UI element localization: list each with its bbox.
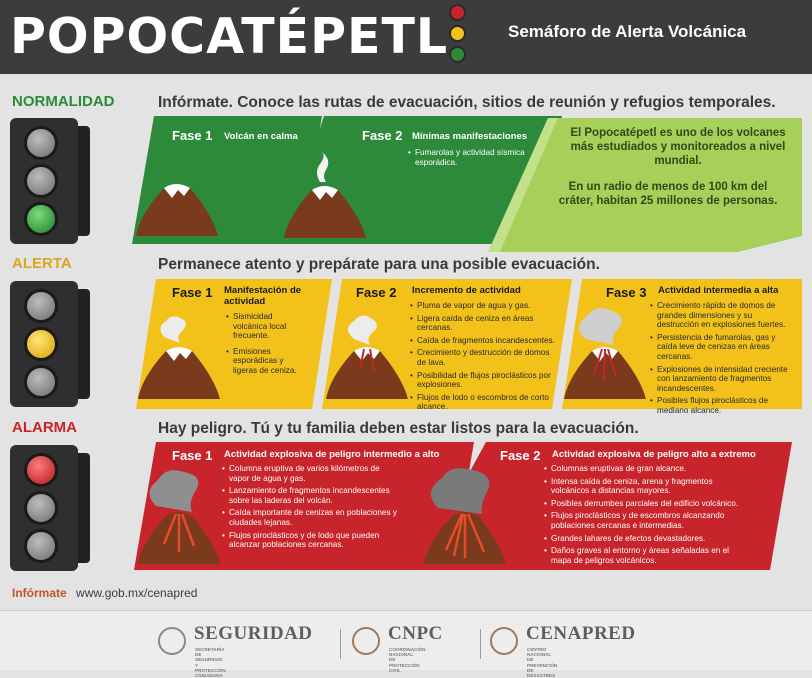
light-off-icon (24, 529, 58, 563)
fase-label: Fase 2 (356, 285, 397, 300)
fase-bullets (650, 301, 796, 419)
light-off-icon (24, 491, 58, 525)
divider (480, 629, 481, 659)
bullet-item: • Crecimiento y destrucción de domos de lava. (410, 348, 558, 367)
info-box (488, 118, 802, 252)
logo-sub: CENTRO NACIONAL DE PREVENCIÓN DE DESASTRES (527, 647, 558, 678)
traffic-light-yellow-icon (10, 281, 78, 407)
header-traffic-light-icon (446, 4, 470, 66)
card-alerta-fase-2 (322, 279, 572, 412)
info-text-2: En un radio de menos de 100 km del cráter, habitan 25 millones de personas. (558, 181, 778, 207)
section-label-alerta: ALERTA (12, 255, 72, 272)
light-yellow-icon (24, 327, 58, 361)
card-alerta-fase-3 (562, 279, 802, 415)
fase-label: Fase 1 (172, 128, 213, 143)
fase-title: Actividad explosiva de peligro alto a extremo (552, 449, 756, 460)
red-dot-icon (449, 4, 466, 21)
fase-bullets (544, 464, 744, 568)
light-off-icon (24, 164, 58, 198)
light-off-icon (24, 126, 58, 160)
bullet-item: • Caída de fragmentos incandescentes. (410, 336, 558, 346)
traffic-light-red-icon (10, 445, 78, 571)
fase-label: Fase 2 (500, 448, 541, 463)
volcano-fumarole-icon (282, 156, 372, 240)
bullet-item: • Crecimiento rápido de domos de grandes dimensiones y su destrucción en explosiones fuertes. (650, 301, 796, 330)
bullet-item: • Flujos de lodo o escombros de corto alcance. (410, 393, 558, 412)
light-green-icon (24, 202, 58, 236)
info-text-1: El Popocatépetl es uno de los volcanes más estudiados y monitoreados a nivel mundial. (570, 127, 786, 167)
volcano-icon (134, 174, 220, 238)
card-alerta-fase-1 (136, 279, 332, 409)
traffic-light-green-icon (10, 118, 78, 244)
bullet-item: • Columna eruptiva de varios kilómetros de vapor de agua y gas. (222, 464, 402, 483)
header-bar (0, 0, 812, 74)
fase-label: Fase 2 (362, 128, 403, 143)
section-headline-alarma: Hay peligro. Tú y tu familia deben estar listos para la evacuación. (158, 420, 639, 437)
page-title: POPOCATÉPETL (10, 8, 449, 65)
divider (340, 629, 341, 659)
bullet-item: • Intensa caída de ceniza, arena y fragmentos volcánicos a distancias mayores. (544, 477, 744, 496)
fase-label: Fase 1 (172, 448, 213, 463)
section-label-alarma: ALARMA (12, 419, 77, 436)
logo-sub: COORDINACIÓN NACIONAL DE PROTECCIÓN CIVIL (389, 647, 426, 673)
logo-name: CENAPRED (526, 623, 636, 644)
bullet-item: • Posibles derrumbes parciales del edificio volcánico. (544, 499, 744, 509)
fase-bullets (226, 312, 308, 379)
fase-title: Mínimas manifestaciones (412, 131, 528, 142)
bullet-item: • Emisiones esporádicas y ligeras de ceniza. (226, 347, 308, 376)
volcano-explosive-icon (136, 466, 224, 566)
volcano-ash-icon (136, 313, 224, 401)
bullet-item: • Pluma de vapor de agua y gas. (410, 301, 558, 311)
bullet-item: • Sismicidad volcánica local frecuente. (226, 312, 308, 341)
section-label-normalidad: NORMALIDAD (12, 93, 115, 110)
green-dot-icon (449, 46, 466, 63)
fase-title: Volcán en calma (224, 131, 298, 142)
logo-name: CNPC (388, 623, 443, 644)
bullet-item: • Posibilidad de flujos piroclásticos por explosiones. (410, 371, 558, 390)
page-subtitle: Semáforo de Alerta Volcánica (508, 22, 747, 41)
bullet-item: • Caída importante de cenizas en poblaciones y ciudades lejanas. (222, 508, 402, 527)
bullet-item: • Ligera caída de ceniza en áreas cercanas. (410, 314, 558, 333)
seal-icon (490, 627, 518, 655)
fase-title: Manifestación de actividad (224, 285, 302, 307)
bullet-item: • Grandes lahares de efectos devastadores. (544, 534, 744, 544)
card-alarma-fase-2 (416, 442, 792, 570)
logo-sub: SECRETARÍA DE SEGURIDAD Y PROTECCIÓN CIUDADANA (195, 647, 226, 678)
bullet-item: • Flujos piroclásticos y de lodo que pueden alcanzar poblaciones cercanas. (222, 531, 402, 550)
fase-title: Actividad explosiva de peligro intermedio a alto (224, 449, 440, 460)
section-headline-alerta: Permanece atento y prepárate para una posible evacuación. (158, 256, 600, 273)
fase-title: Actividad intermedia a alta (658, 285, 779, 296)
light-off-icon (24, 365, 58, 399)
bullet-item: • Posibles flujos piroclásticos de mediano alcance. (650, 396, 796, 415)
bullet-item: • Fumarolas y actividad sísmica esporádica. (408, 148, 528, 167)
seal-icon (352, 627, 380, 655)
seal-icon (158, 627, 186, 655)
fase-bullets (222, 464, 402, 553)
volcano-extreme-icon (422, 466, 512, 566)
bullet-item: • Flujos piroclásticos y de escombros alcanzando poblaciones cercanas e intermedias. (544, 511, 744, 530)
bullet-item: • Daños graves al entorno y áreas señaladas en el mapa de peligros volcánicos. (544, 546, 744, 565)
footer-url (12, 586, 197, 600)
volcano-eruption-icon (562, 303, 652, 401)
bullet-item: • Persistencia de fumarolas, gas y caída leve de cenizas en áreas cercanas. (650, 333, 796, 362)
bullet-item: • Lanzamiento de fragmentos incandescentes sobre las laderas del volcán. (222, 486, 402, 505)
website-link[interactable]: www.gob.mx/cenapred (76, 586, 198, 600)
fase-bullets (410, 301, 558, 415)
fase-label: Fase 1 (172, 285, 213, 300)
informate-label: Infórmate (12, 586, 67, 600)
yellow-dot-icon (449, 25, 466, 42)
logo-name: SEGURIDAD (194, 623, 313, 644)
fase-label: Fase 3 (606, 285, 647, 300)
section-headline-normalidad: Infórmate. Conoce las rutas de evacuación, sitios de reunión y refugios temporales. (158, 94, 776, 111)
light-off-icon (24, 289, 58, 323)
bullet-item: • Explosiones de intensidad creciente con lanzamiento de fragmentos incandescentes. (650, 365, 796, 394)
light-red-icon (24, 453, 58, 487)
bullet-item: • Columnas eruptivas de gran alcance. (544, 464, 744, 474)
fase-title: Incremento de actividad (412, 285, 521, 296)
footer-logos (0, 610, 812, 678)
volcano-plume-icon (324, 313, 412, 401)
